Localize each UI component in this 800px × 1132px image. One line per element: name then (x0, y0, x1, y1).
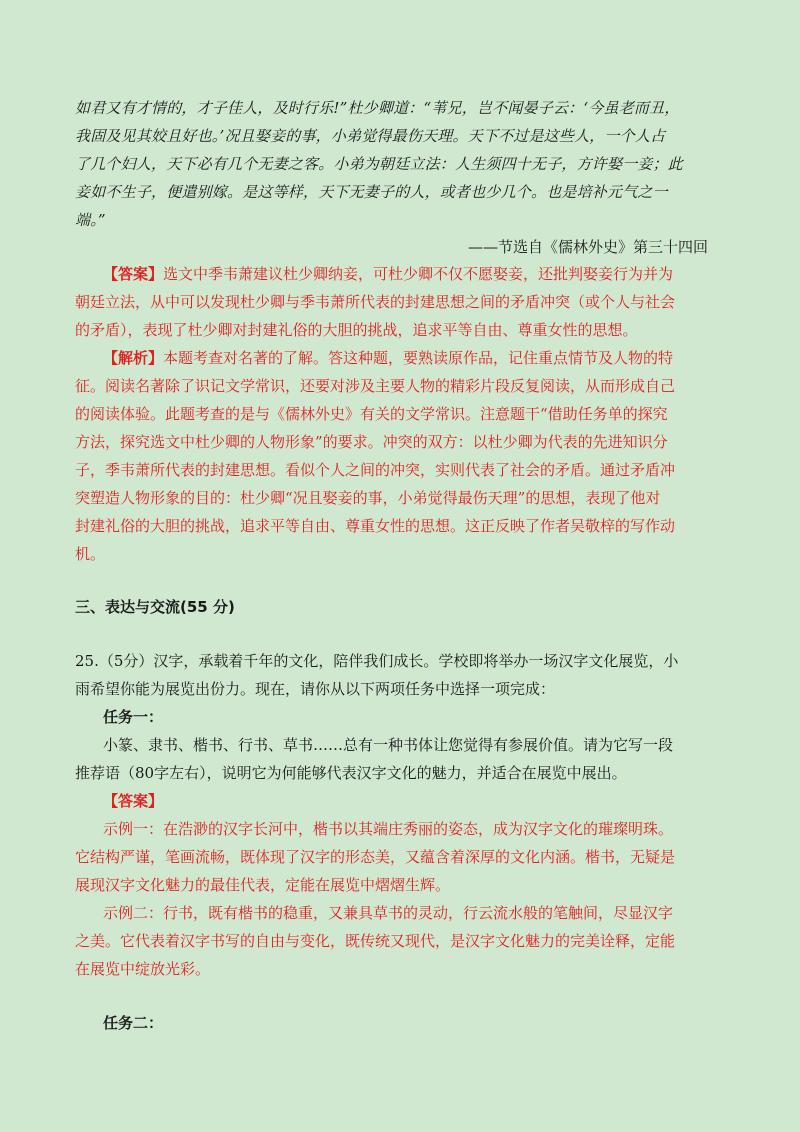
analysis-tag: 【解析】 (103, 349, 164, 367)
task1-text: 小篆、隶书、楷书、行书、草书……总有一种书体让您觉得有参展价值。请为它写一段 (103, 736, 674, 754)
excerpt-line: 如君又有才情的，才子佳人，及时行乐!”杜少卿道：“苇兄，岂不闻晏子云：‘今虽老而丑， (75, 99, 680, 117)
answer-text: 选文中季韦萧建议杜少卿纳妾，可杜少卿不仅不愿娶妾，还批判娶妾行为并为 (163, 265, 674, 283)
task1-text: 推荐语（80字左右），说明它为何能够代表汉字文化的魅力，并适合在展览中展出。 (75, 764, 627, 782)
analysis-text: 的阅读体验。此题考查的是与《儒林外史》有关的文学常识。注意题干“借助任务单的探究 (75, 405, 668, 423)
section-heading: 三、表达与交流(55 分) (75, 598, 235, 616)
question-stem: 雨希望你能为展览出份力。现在，请你从以下两项任务中选择一项完成： (75, 680, 556, 698)
answer-text: 的矛盾），表现了杜少卿对封建礼俗的大胆的挑战，追求平等自由、尊重女性的思想。 (75, 321, 638, 339)
excerpt-source: ——节选自《儒林外史》第三十四回 (468, 238, 709, 256)
analysis-block-first-line (103, 347, 673, 369)
analysis-text: 方法，探究选文中杜少卿的人物形象”的要求。冲突的双方：以杜少卿为代表的先进知识分 (75, 433, 668, 451)
excerpt-line: 妾如不生子，便遣别嫁。是这等样，天下无妻子的人，或者也少几个。也是培补元气之一 (75, 183, 668, 201)
task2-title: 任务二： (103, 1014, 164, 1032)
analysis-text: 突塑造人物形象的目的：杜少卿“况且娶妾的事，小弟觉得最伤天理”的思想，表现了他对 (75, 489, 661, 507)
answer-tag: 【答案】 (103, 792, 164, 810)
task1-title: 任务一： (103, 708, 164, 726)
example-text: 示例二：行书，既有楷书的稳重，又兼具草书的灵动，行云流水般的笔触间，尽显汉字 (103, 904, 674, 922)
analysis-text: 封建礼俗的大胆的挑战，追求平等自由、尊重女性的思想。这正反映了作者吴敬梓的写作动 (75, 517, 676, 535)
question-stem: 25.（5分）汉字，承载着千年的文化，陪伴我们成长。学校即将举办一场汉字文化展览，小 (75, 652, 679, 670)
answer-tag: 【答案】 (103, 265, 164, 283)
example-text: 之美。它代表着汉字书写的自由与变化，既传统又现代，是汉字文化魅力的完美诠释，定能 (75, 932, 676, 950)
answer-text: 朝廷立法，从中可以发现杜少卿与季韦萧所代表的封建思想之间的矛盾冲突（或个人与社会 (75, 293, 676, 311)
answer-block-first-line (103, 263, 673, 285)
analysis-text: 本题考查对名著的了解。答这种题，要熟读原作品，记住重点情节及人物的特 (163, 349, 674, 367)
example-text: 它结构严谨，笔画流畅，既体现了汉字的形态美，又蕴含着深厚的文化内涵。楷书，无疑是 (75, 848, 676, 866)
analysis-text: 机。 (75, 545, 106, 563)
example-text: 示例一：在浩渺的汉字长河中，楷书以其端庄秀丽的姿态，成为汉字文化的璀璨明珠。 (103, 820, 674, 838)
analysis-text: 征。阅读名著除了识记文学常识，还要对涉及主要人物的精彩片段反复阅读，从而形成自己 (75, 377, 676, 395)
excerpt-line: 了几个妇人，天下必有几个无妻之客。小弟为朝廷立法：人生须四十无子，方许娶一妾；此 (75, 155, 684, 173)
excerpt-line: 端。” (75, 211, 106, 229)
excerpt-line: 我固及见其姣且好也。’况且娶妾的事，小弟觉得最伤天理。天下不过是这些人，一个人占 (75, 127, 666, 145)
analysis-text: 子，季韦萧所代表的封建思想。看似个人之间的冲突，实则代表了社会的矛盾。通过矛盾冲 (75, 461, 676, 479)
example-text: 在展览中绽放光彩。 (75, 960, 211, 978)
example-text: 展现汉字文化魅力的最佳代表，定能在展览中熠熠生辉。 (75, 876, 451, 894)
